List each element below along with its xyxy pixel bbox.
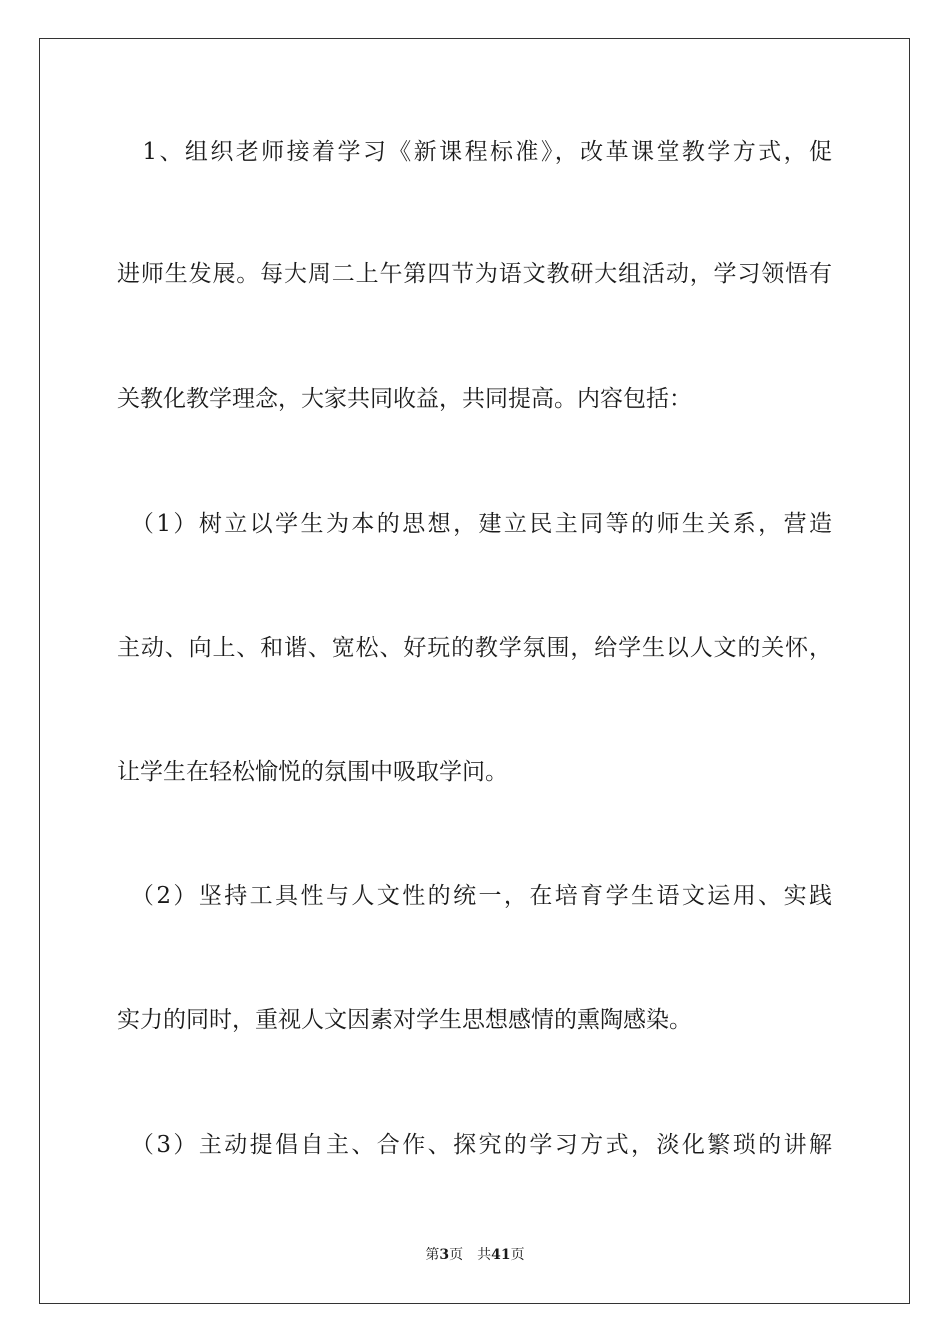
body-text-line-9: （3）主动提倡自主、合作、探究的学习方式，淡化繁琐的讲解	[117, 1132, 832, 1158]
page-footer	[0, 1246, 950, 1264]
footer-page-number: 3	[439, 1247, 450, 1263]
footer-total-suffix: 页	[510, 1247, 525, 1263]
footer-page-prefix: 第	[425, 1247, 440, 1263]
body-text-line-3: 关教化教学理念，大家共同收益，共同提高。内容包括：	[117, 386, 692, 412]
body-text-line-2: 进师生发展。每大周二上午第四节为语文教研大组活动，学习领悟有	[117, 261, 832, 287]
body-text-line-5: 主动、向上、和谐、宽松、好玩的教学氛围，给学生以人文的关怀，	[117, 635, 832, 661]
body-text-line-1: 1、组织老师接着学习《新课程标准》，改革课堂教学方式，促	[117, 139, 832, 165]
footer-total-pages: 41	[491, 1247, 511, 1263]
page-border	[39, 38, 910, 1304]
body-text-line-8: 实力的同时，重视人文因素对学生思想感情的熏陶感染。	[117, 1007, 692, 1033]
footer-total-prefix: 共	[477, 1247, 492, 1263]
body-text-line-4: （1）树立以学生为本的思想，建立民主同等的师生关系，营造	[117, 511, 832, 537]
body-text-line-7: （2）坚持工具性与人文性的统一，在培育学生语文运用、实践	[117, 883, 832, 909]
footer-page-suffix: 页	[449, 1247, 464, 1263]
body-text-line-6: 让学生在轻松愉悦的氛围中吸取学问。	[117, 759, 508, 785]
